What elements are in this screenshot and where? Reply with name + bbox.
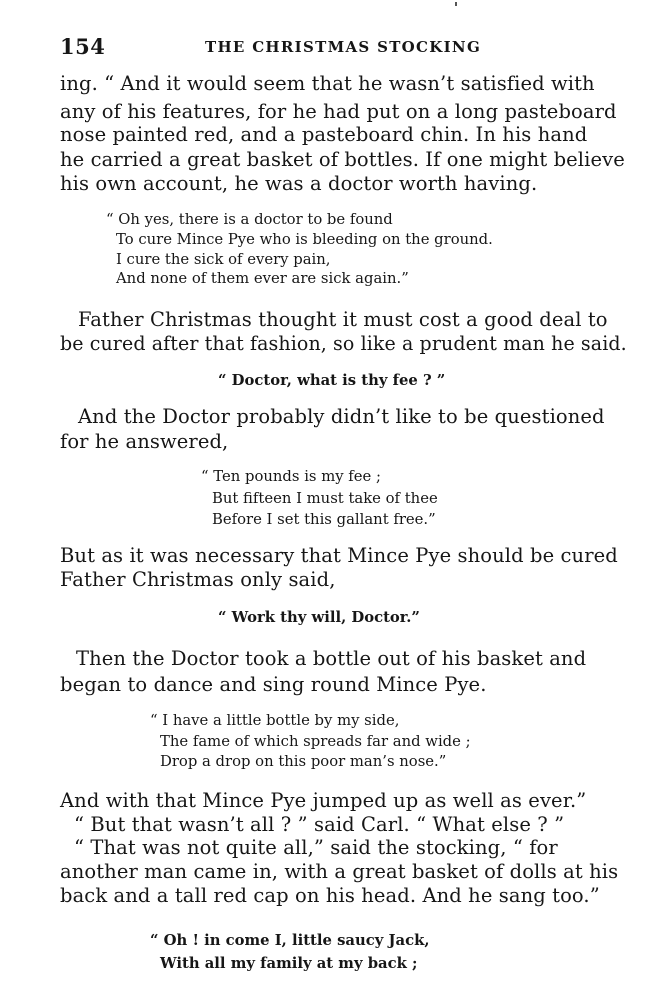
prose-line: Father Christmas only said, xyxy=(60,568,336,591)
verse-line: With all my family at my back ; xyxy=(160,955,418,972)
verse-line: The fame of which spreads far and wide ; xyxy=(160,733,471,750)
prose-line: his own account, he was a doctor worth having. xyxy=(60,172,538,195)
verse-line: But fifteen I must take of thee xyxy=(212,490,438,507)
verse-line: Drop a drop on this poor man’s nose.” xyxy=(160,753,447,770)
prose-line: “ But that wasn’t all ? ” said Carl. “ What else ? ” xyxy=(74,813,565,836)
prose-line: And with that Mince Pye jumped up as well as ever.” xyxy=(60,789,587,812)
prose-line: back and a tall red cap on his head. And he sang too.” xyxy=(60,884,600,907)
prose-line: ing. “ And it would seem that he wasn’t satisfied with xyxy=(60,72,595,95)
verse-line: “ Ten pounds is my fee ; xyxy=(201,468,381,485)
prose-line: any of his features, for he had put on a long pasteboard xyxy=(60,100,617,123)
print-speck xyxy=(455,2,457,6)
centered-quote: “ Work thy will, Doctor.” xyxy=(218,609,420,626)
prose-line: Father Christmas thought it must cost a good deal to xyxy=(78,308,608,331)
verse-line: Before I set this gallant free.” xyxy=(212,511,436,528)
verse-line: To cure Mince Pye who is bleeding on the ground. xyxy=(116,231,493,248)
verse-line: “ Oh ! in come I, little saucy Jack, xyxy=(150,932,430,949)
prose-line: another man came in, with a great basket of dolls at his xyxy=(60,860,619,883)
verse-line: And none of them ever are sick again.” xyxy=(116,270,409,287)
prose-line: for he answered, xyxy=(60,430,229,453)
prose-line: And the Doctor probably didn’t like to be questioned xyxy=(78,405,605,428)
prose-line: began to dance and sing round Mince Pye. xyxy=(60,673,487,696)
verse-line: “ Oh yes, there is a doctor to be found xyxy=(106,211,393,228)
prose-line: nose painted red, and a pasteboard chin. In his hand xyxy=(60,123,588,146)
prose-line: But as it was necessary that Mince Pye should be cured xyxy=(60,544,618,567)
page-number: 154 xyxy=(60,34,106,59)
prose-line: Then the Doctor took a bottle out of his basket and xyxy=(76,647,587,670)
prose-line: be cured after that fashion, so like a prudent man he said. xyxy=(60,332,627,355)
verse-line: I cure the sick of every pain, xyxy=(116,251,331,268)
running-head: THE CHRISTMAS STOCKING xyxy=(205,38,482,56)
prose-line: he carried a great basket of bottles. If one might believe xyxy=(60,148,625,171)
verse-line: “ I have a little bottle by my side, xyxy=(150,712,400,729)
prose-line: “ That was not quite all,” said the stocking, “ for xyxy=(74,836,558,859)
centered-quote: “ Doctor, what is thy fee ? ” xyxy=(218,372,446,389)
